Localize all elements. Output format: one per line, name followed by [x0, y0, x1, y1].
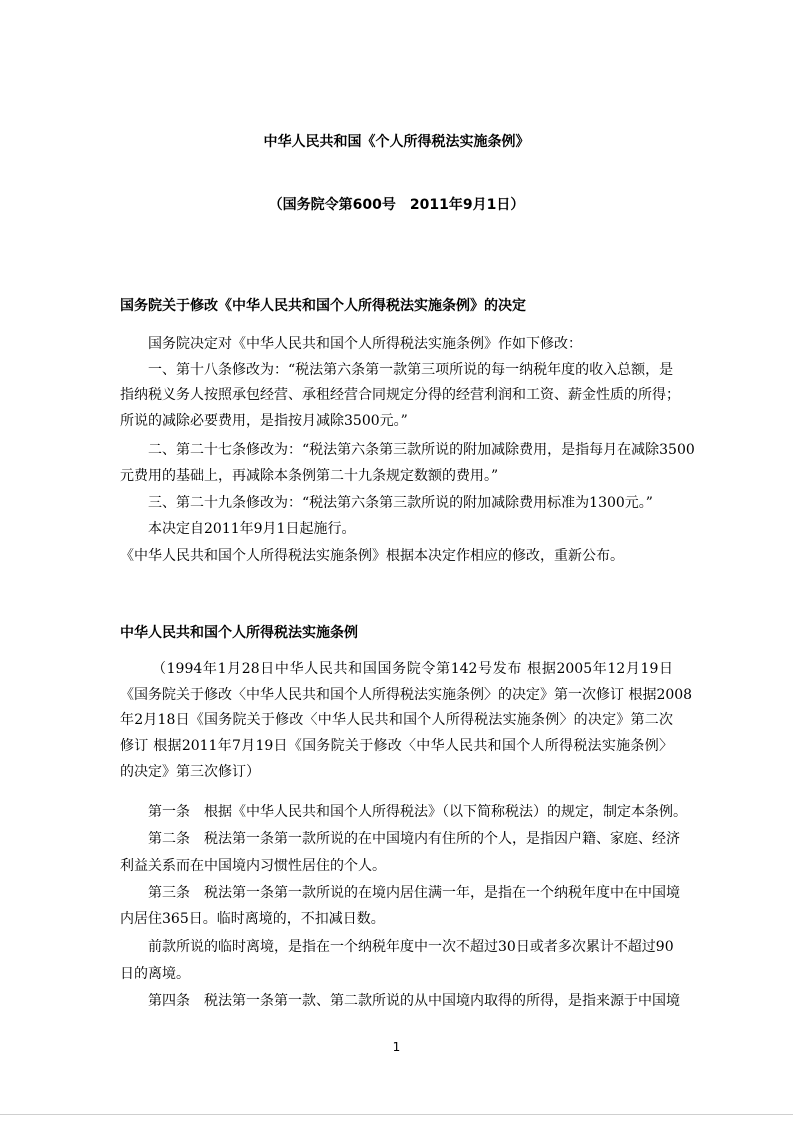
decision-line: 国务院决定对《中华人民共和国个人所得税法实施条例》作如下修改： [148, 336, 582, 352]
document-title: 中华人民共和国《个人所得税法实施条例》 [263, 134, 530, 150]
article-line: 利益关系而在中国境内习惯性居住的个人。 [120, 858, 386, 874]
page-bottom-divider [0, 1114, 793, 1115]
article-line: 内居住365日。临时离境的，不扣减日数。 [120, 911, 385, 927]
decision-line: 三、第二十九条修改为：“税法第六条第三款所说的附加减除费用标准为1300元。” [148, 495, 653, 511]
decision-line: 元费用的基础上，再减除本条例第二十九条规定数额的费用。” [120, 468, 499, 484]
history-line: 《国务院关于修改〈中华人民共和国个人所得税法实施条例〉的决定》第一次修订 根据2008 [120, 687, 693, 703]
regulation-heading: 中华人民共和国个人所得税法实施条例 [120, 625, 358, 641]
article-line: 第三条 税法第一条第一款所说的在境内居住满一年，是指在一个纳税年度中在中国境 [148, 885, 680, 901]
page-number: 1 [392, 1040, 401, 1054]
decision-line: 所说的减除必要费用，是指按月减除3500元。” [120, 413, 408, 429]
decision-line: 二、第二十七条修改为：“税法第六条第三款所说的附加减除费用，是指每月在减除3500 [148, 442, 695, 458]
decision-line: 本决定自2011年9月1日起施行。 [148, 521, 356, 537]
article-line: 日的离境。 [120, 966, 190, 982]
decision-line: 指纳税义务人按照承包经营、承租经营合同规定分得的经营利润和工资、薪金性质的所得； [120, 387, 680, 403]
decision-line: 一、第十八条修改为：“税法第六条第一款第三项所说的每一纳税年度的收入总额，是 [148, 362, 674, 378]
article-line: 第一条 根据《中华人民共和国个人所得税法》（以下简称税法）的规定，制定本条例。 [148, 804, 687, 820]
decision-heading: 国务院关于修改《中华人民共和国个人所得税法实施条例》的决定 [120, 298, 526, 314]
decision-line: 《中华人民共和国个人所得税法实施条例》根据本决定作相应的修改，重新公布。 [120, 548, 624, 564]
article-line: 第二条 税法第一条第一款所说的在中国境内有住所的个人，是指因户籍、家庭、经济 [148, 831, 680, 847]
history-line: 修订 根据2011年7月19日《国务院关于修改〈中华人民共和国个人所得税法实施条例〉 [120, 738, 673, 754]
article-line: 第四条 税法第一条第一款、第二款所说的从中国境内取得的所得，是指来源于中国境 [148, 993, 680, 1009]
history-line: （1994年1月28日中华人民共和国国务院令第142号发布 根据2005年12月19日 [152, 661, 673, 677]
history-line: 的决定》第三次修订） [120, 764, 260, 780]
history-line: 年2月18日《国务院关于修改〈中华人民共和国个人所得税法实施条例〉的决定》第二次 [120, 712, 673, 728]
article-line: 前款所说的临时离境，是指在一个纳税年度中一次不超过30日或者多次累计不超过90 [148, 939, 674, 955]
document-subtitle: （国务院令第600号 2011年9月1日） [268, 197, 525, 213]
